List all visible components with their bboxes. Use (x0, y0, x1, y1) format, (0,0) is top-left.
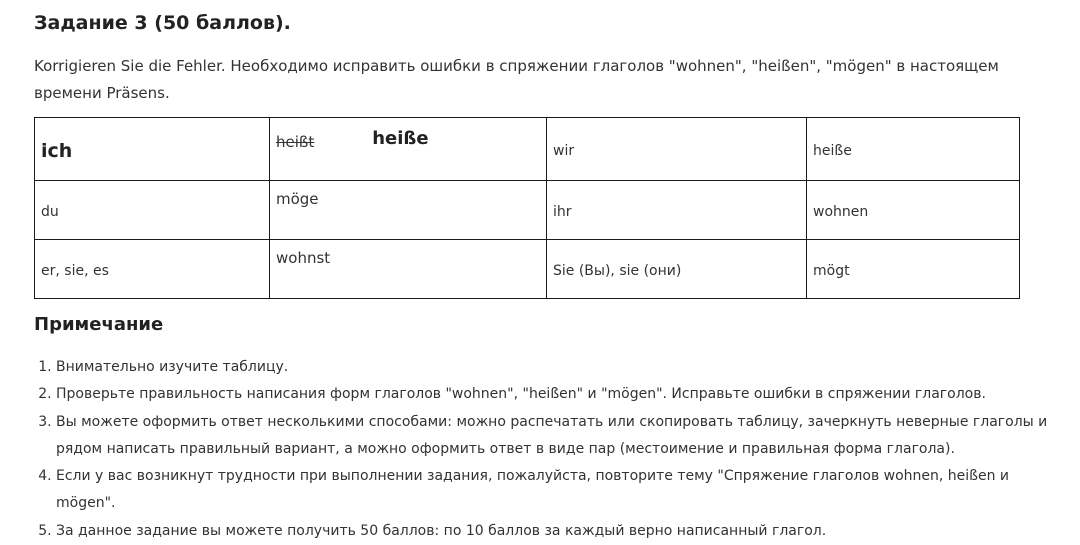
table-row (35, 240, 1020, 299)
verb-cell (270, 240, 547, 299)
pronoun-ihr: ihr (553, 204, 572, 220)
conjugation-table (34, 117, 1020, 299)
task-instructions: Korrigieren Sie die Fehler. Необходимо исправить ошибки в спряжении глаголов "wohnen", "heißen", "mögen" в настоящем времени Präsens. (34, 57, 999, 102)
list-item: 1. Внимательно изучите таблицу. (56, 354, 1056, 381)
verb-cell (807, 118, 1020, 181)
verb-cell (270, 118, 547, 181)
list-item: 5. За данное задание вы можете получить 50 баллов: по 10 баллов за каждый верно написанный глагол. (56, 518, 1056, 545)
verb-cell (270, 181, 547, 240)
verb-value: wohnen (813, 204, 869, 220)
verb-value: wohnst (276, 249, 331, 267)
verb-cell (807, 181, 1020, 240)
pronoun-cell (35, 118, 270, 181)
task-title: Задание 3 (50 баллов). (34, 12, 291, 34)
list-item: 3. Вы можете оформить ответ несколькими способами: можно распечатать или скопировать таблицу, зачеркнуть неверные глаголы и рядом написать правильный вариант, а можно оформить ответ в виде пар (местоимение и правильная форма глагола). (56, 409, 1056, 464)
pronoun-cell (547, 181, 807, 240)
pronoun-er-sie-es: er, sie, es (41, 263, 109, 279)
pronoun-wir: wir (553, 143, 575, 159)
pronoun-sie-formal: Sie (Вы), sie (они) (553, 263, 682, 279)
corrected-verb: heiße (372, 128, 429, 149)
table-row (35, 118, 1020, 181)
verb-cell (807, 240, 1020, 299)
pronoun-cell (35, 181, 270, 240)
pronoun-cell (547, 240, 807, 299)
list-item: 2. Проверьте правильность написания форм глаголов "wohnen", "heißen" и "mögen". Исправьте ошибки в спряжении глаголов. (56, 381, 1056, 408)
list-item: 4. Если у вас возникнут трудности при выполнении задания, пожалуйста, повторите тему "Спряжение глаголов wohnen, heißen и mögen". (56, 463, 1056, 518)
pronoun-cell (547, 118, 807, 181)
table-row (35, 181, 1020, 240)
note-list (34, 354, 1056, 545)
note-heading: Примечание (34, 314, 164, 335)
verb-value: mögt (813, 263, 850, 279)
verb-value: heiße (813, 143, 852, 159)
pronoun-du: du (41, 204, 59, 220)
pronoun-cell (35, 240, 270, 299)
pronoun-ich: ich (41, 140, 73, 162)
verb-value: möge (276, 190, 319, 208)
struck-verb: heißt (276, 133, 315, 151)
